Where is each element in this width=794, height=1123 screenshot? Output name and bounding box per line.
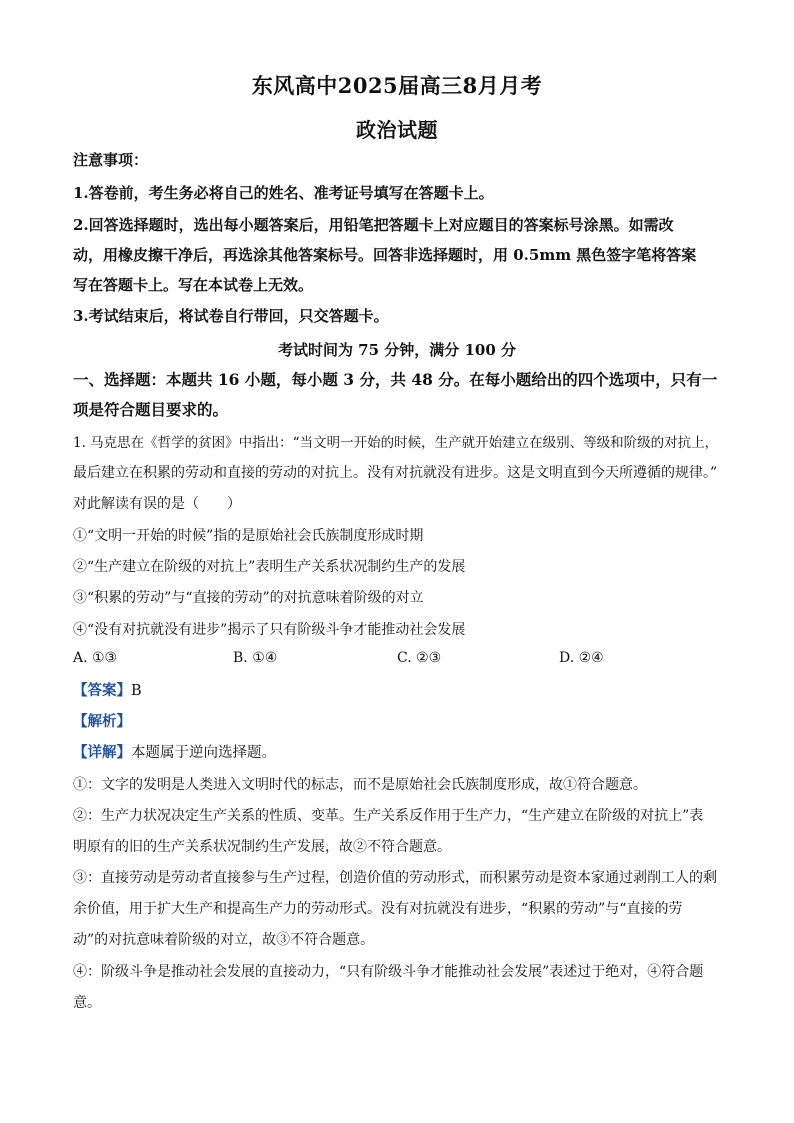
option-a: A. ①③ (73, 650, 118, 666)
notice-item-2: 2.回答选择题时，选出每小题答案后，用铅笔把答题卡上对应题目的答案标号涂黑。如需改 (73, 216, 674, 234)
statement-1: ①“文明一开始的时候”指的是原始社会氏族制度形成时期 (73, 528, 424, 544)
explanation-1: ①：文字的发明是人类进入文明时代的标志，而不是原始社会氏族制度形成，故①符合题意。 (73, 777, 647, 793)
detail-line (73, 743, 723, 763)
statement-2: ②“生产建立在阶级的对抗上”表明生产关系状况制约生产的发展 (73, 559, 466, 575)
explanation-2-cont: 明原有的旧的生产关系状况制约生产发展，故②不符合题意。 (73, 839, 451, 855)
notice-item-3: 3.考试结束后，将试卷自行带回，只交答题卡。 (73, 307, 389, 325)
explanation-2: ②：生产力状况决定生产关系的性质、变革。生产关系反作用于生产力，“生产建立在阶级的对抗上”表 (73, 808, 704, 824)
question-stem-line-2: 最后建立在积累的劳动和直接的劳动的对抗上。没有对抗就没有进步。这是文明直到今天所遵循的规律。” (73, 465, 718, 481)
detail-tag: 【详解】 (73, 744, 131, 761)
analysis-line (73, 712, 723, 732)
section-heading-cont: 项是符合题目要求的。 (73, 400, 229, 419)
answer-value: B (131, 683, 142, 699)
answer-line (73, 681, 723, 701)
explanation-3-cont: 余价值，用于扩大生产和提高生产力的劳动形式。没有对抗就没有进步，“积累的劳动”与“直接的劳 (73, 901, 683, 917)
explanation-4-end: 意。 (73, 995, 101, 1011)
statement-4: ④“没有对抗就没有进步”揭示了只有阶级斗争才能推动社会发展 (73, 622, 466, 638)
exam-subtitle: 政治试题 (356, 118, 438, 142)
section-heading: 一、选择题：本题共 16 小题，每小题 3 分，共 48 分。在每小题给出的四个选项中，只有一 (73, 370, 718, 389)
notice-item-2-cont: 动，用橡皮擦干净后，再选涂其他答案标号。回答非选择题时，用 0.5mm 黑色签字笔将答案 (73, 246, 697, 264)
question-stem: 1. 马克思在《哲学的贫困》中指出：“当文明一开始的时候，生产就开始建立在级别、等级和阶级的对抗上， (73, 435, 719, 451)
explanation-3: ③：直接劳动是劳动者直接参与生产过程，创造价值的劳动形式，而积累劳动是资本家通过剥削工人的剩 (73, 870, 717, 886)
question-stem-line-3: 对此解读有误的是（ ） (73, 496, 241, 512)
option-b: B. ①④ (233, 650, 278, 666)
option-c: C. ②③ (397, 650, 442, 666)
answer-options (73, 650, 723, 670)
exam-time-info: 考试时间为 75 分钟，满分 100 分 (277, 341, 517, 359)
analysis-tag: 【解析】 (73, 713, 131, 730)
notice-item-1: 1.答卷前，考生务必将自己的姓名、准考证号填写在答题卡上。 (73, 184, 494, 202)
notice-heading: 注意事项： (73, 151, 149, 169)
answer-tag: 【答案】 (73, 682, 131, 699)
exam-title: 东风高中2025届高三8月月考 (251, 73, 543, 98)
explanation-3-end: 动”的对抗意味着阶级的对立，故③不符合题意。 (73, 932, 375, 948)
option-d: D. ②④ (559, 650, 604, 666)
detail-intro: 本题属于逆向选择题。 (131, 745, 276, 761)
explanation-4: ④：阶级斗争是推动社会发展的直接动力，“只有阶级斗争才能推动社会发展”表述过于绝对，④符合题 (73, 964, 704, 980)
statement-3: ③“积累的劳动”与“直接的劳动”的对抗意味着阶级的对立 (73, 590, 424, 606)
notice-item-2-end: 写在答题卡上。写在本试卷上无效。 (73, 276, 314, 294)
